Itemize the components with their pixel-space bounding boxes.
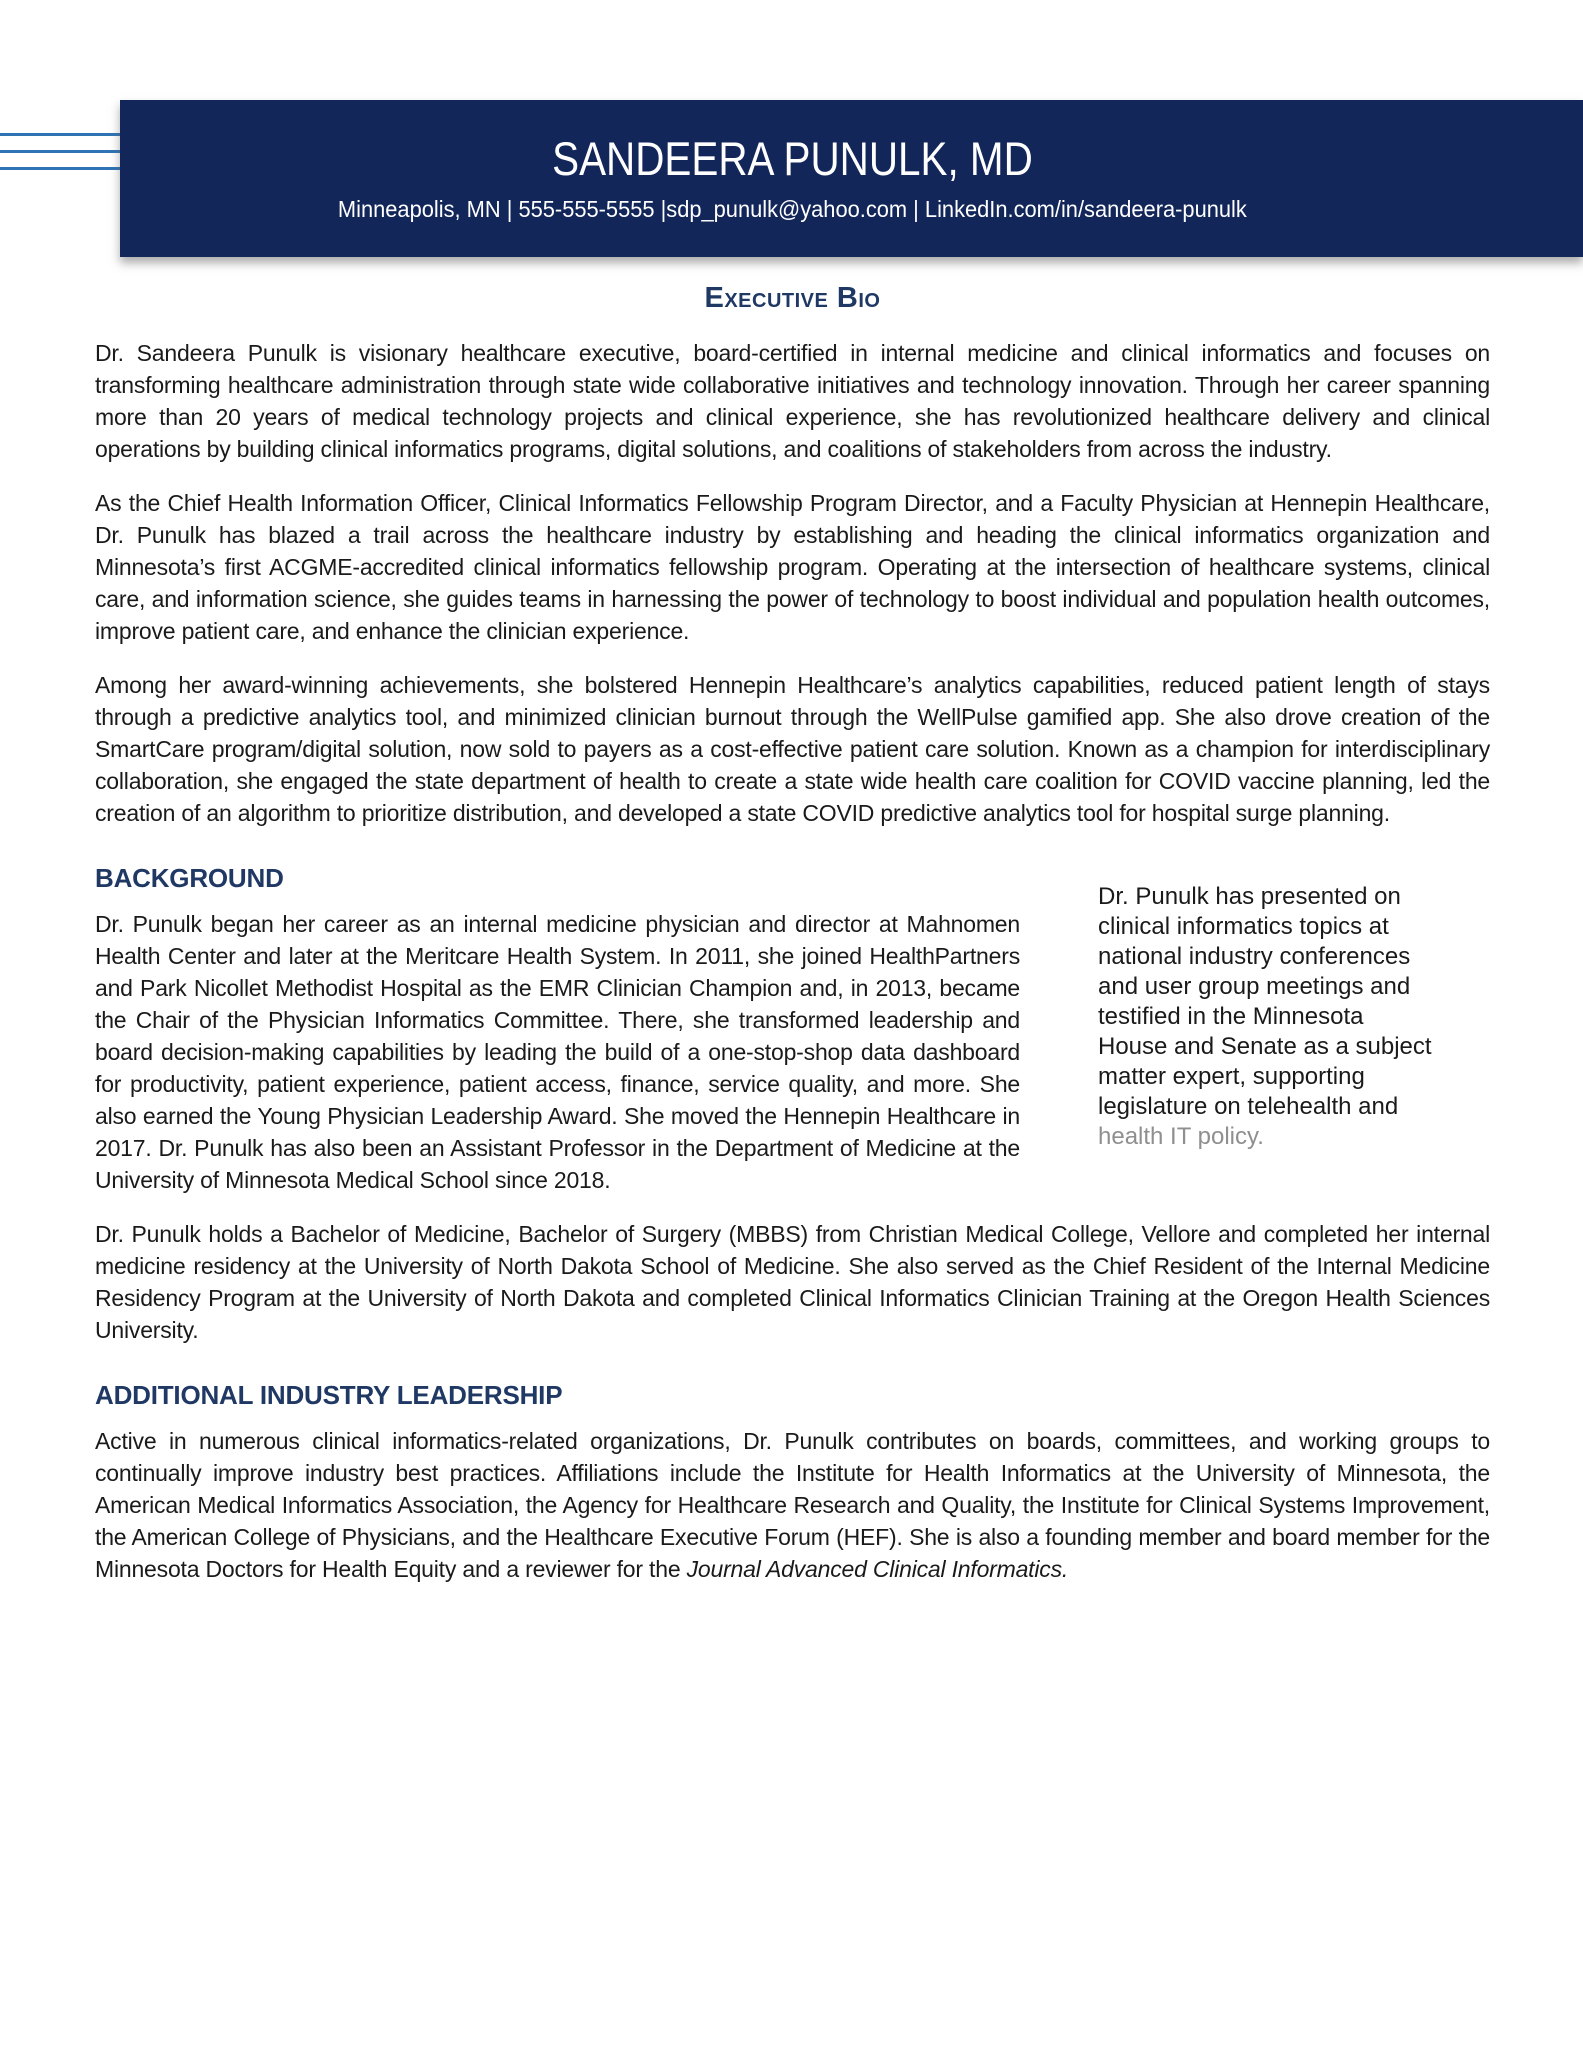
executive-bio-paragraph-1: Dr. Sandeera Punulk is visionary healthcare executive, board-certified in internal medicine and clinical informatics and focuses on transforming healthcare administration through state wide collaborative initiatives and technology innovation. Through her career spanning more than 20 years of medical technology projects and clinical experience, she has revolutionized healthcare delivery and clinical operations by building clinical informatics programs, digital solutions, and coalitions of stakeholders from across the industry. bbox=[95, 340, 1490, 462]
pull-quote-line: House and Senate as a subject bbox=[1098, 1033, 1432, 1060]
leadership-paragraph bbox=[95, 1425, 1490, 1585]
executive-bio-paragraph-2: As the Chief Health Information Officer, Clinical Informatics Fellowship Program Director, and a Faculty Physician at Hennepin Healthcare, Dr. Punulk has blazed a trail across the healthcare industry by establishing and heading the clinical informatics organization and Minnesota’s first ACGME-accredited clinical informatics fellowship program. Operating at the intersection of healthcare systems, clinical care, and information science, she guides teams in harnessing the power of technology to boost individual and population health outcomes, improve patient care, and enhance the clinician experience. bbox=[95, 490, 1490, 644]
background-paragraph: Dr. Punulk began her career as an internal medicine physician and director at Mahnomen Health Center and later at the Meritcare Health System. In 2011, she joined HealthPartners and Park Nicollet Methodist Hospital as the EMR Clinician Champion and, in 2013, became the Chair of the Physician Informatics Committee. There, she transformed leadership and board decision-making capabilities by leading the build of a one-stop-shop data dashboard for productivity, patient experience, patient access, finance, service quality, and more. She also earned the Young Physician Leadership Award. She moved the Hennepin Healthcare in 2017. Dr. Punulk has also been an Assistant Professor in the Department of Medicine at the University of Minnesota Medical School since 2018. bbox=[95, 911, 1020, 1193]
contact-line: Minneapolis, MN | 555-555-5555 |sdp_punulk@yahoo.com | LinkedIn.com/in/sandeera-punulk bbox=[337, 196, 1247, 223]
education-paragraph: Dr. Punulk holds a Bachelor of Medicine, Bachelor of Surgery (MBBS) from Christian Medical College, Vellore and completed her internal medicine residency at the University of North Dakota School of Medicine. She also served as the Chief Resident of the Internal Medicine Residency Program at the University of North Dakota and completed Clinical Informatics Clinician Training at the Oregon Health Sciences University. bbox=[95, 1221, 1490, 1343]
pull-quote-line: and user group meetings and bbox=[1098, 973, 1411, 1000]
pull-quote-clipped-line: health IT policy. bbox=[1098, 1123, 1264, 1150]
pull-quote-line: Dr. Punulk has presented on bbox=[1098, 883, 1401, 910]
pull-quote-box bbox=[1040, 882, 1490, 1150]
accent-line bbox=[0, 133, 121, 136]
accent-line bbox=[0, 150, 121, 153]
section-title-executive-bio: Executive Bio bbox=[704, 282, 881, 314]
accent-line bbox=[0, 167, 121, 170]
pull-quote-line: clinical informatics topics at bbox=[1098, 913, 1389, 940]
executive-bio-paragraph-3: Among her award-winning achievements, she bolstered Hennepin Healthcare’s analytics capabilities, reduced patient length of stays through a predictive analytics tool, and minimized clinician burnout through the WellPulse gamified app. She also drove creation of the SmartCare program/digital solution, now sold to payers as a cost-effective patient care solution. Known as a champion for interdisciplinary collaboration, she engaged the state department of health to create a state wide health care coalition for COVID vaccine planning, led the creation of an algorithm to prioritize distribution, and developed a state COVID predictive analytics tool for hospital surge planning. bbox=[95, 672, 1490, 826]
pull-quote-line: legislature on telehealth and bbox=[1098, 1093, 1399, 1120]
leadership-paragraph-text: Active in numerous clinical informatics-related organizations, Dr. Punulk contributes on boards, committees, and working groups to continually improve industry best practices. Affiliations include the Institute for Health Informatics at the University of Minnesota, the American Medical Informatics Association, the Agency for Healthcare Research and Quality, the Institute for Clinical Systems Improvement, the American College of Physicians, and the Healthcare Executive Forum (HEF). She is also a founding member and board member for the Minnesota Doctors for Health Equity and a reviewer for the bbox=[95, 1428, 1490, 1582]
pull-quote-line: national industry conferences bbox=[1098, 943, 1411, 970]
journal-title-italic: Journal Advanced Clinical Informatics. bbox=[686, 1556, 1069, 1582]
background-section bbox=[95, 883, 1490, 1196]
header-banner bbox=[120, 100, 1583, 257]
section-title-background: BACKGROUND bbox=[95, 863, 284, 893]
pull-quote-line: matter expert, supporting bbox=[1098, 1063, 1365, 1090]
pull-quote-line: testified in the Minnesota bbox=[1098, 1003, 1364, 1030]
page-title: SANDEERA PUNULK, MD bbox=[551, 131, 1033, 185]
header-accent-lines bbox=[0, 133, 121, 184]
section-title-additional-industry-leadership: ADDITIONAL INDUSTRY LEADERSHIP bbox=[95, 1380, 563, 1410]
document-body bbox=[95, 257, 1490, 1585]
